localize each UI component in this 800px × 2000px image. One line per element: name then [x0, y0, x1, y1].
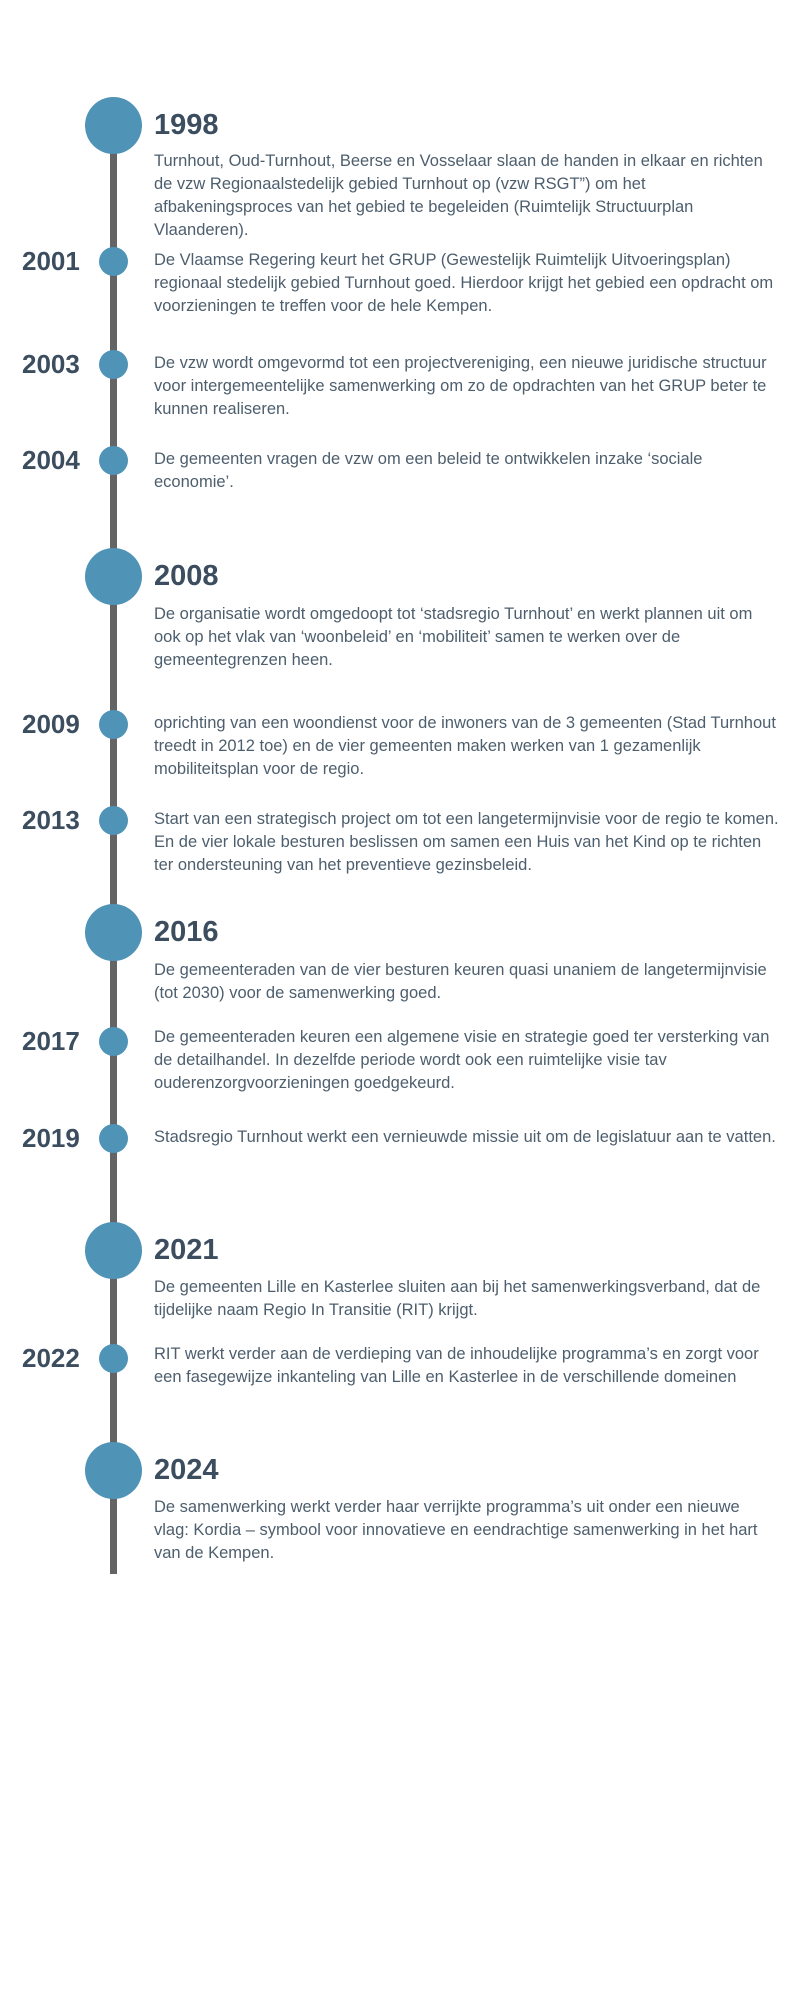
entry-description: Stadsregio Turnhout werkt een vernieuwde missie uit om de legislatuur aan te vatten. [154, 1128, 776, 1146]
entry-description: De gemeenteraden van de vier besturen keuren quasi unaniem de langetermijnvisie (tot 2030) voor de samenwerking goed. [154, 961, 767, 1002]
entry-year: 2003 [22, 349, 80, 379]
timeline-marker [85, 1222, 142, 1279]
timeline-marker [99, 247, 128, 276]
entry-description: De gemeenten vragen de vzw om een beleid te ontwikkelen inzake ‘sociale economie’. [154, 450, 703, 491]
timeline-marker [99, 1027, 128, 1056]
entry-year: 2004 [22, 445, 80, 475]
entry-year: 2021 [154, 1234, 219, 1266]
entry-description: oprichting van een woondienst voor de inwoners van de 3 gemeenten (Stad Turnhout treedt in 2012 toe) en de vier gemeenten maken werken van 1 gezamenlijk mobiliteitsplan voor de regio. [154, 714, 776, 778]
entry-year: 2016 [154, 916, 219, 948]
timeline-marker [85, 904, 142, 961]
timeline-marker [99, 446, 128, 475]
entry-description: De samenwerking werkt verder haar verrijkte programma’s uit onder een nieuwe vlag: Kordia – symbool voor innovatieve en eendrachtige samenwerking in het hart van de Kempen. [154, 1498, 758, 1562]
entry-year: 2008 [154, 560, 219, 592]
entry-description: RIT werkt verder aan de verdieping van de inhoudelijke programma’s en zorgt voor een fasegewijze inkanteling van Lille en Kasterlee in de verschillende domeinen [154, 1345, 759, 1386]
entry-year: 2022 [22, 1343, 80, 1373]
entry-description: De gemeenten Lille en Kasterlee sluiten aan bij het samenwerkingsverband, dat de tijdelijke naam Regio In Transitie (RIT) krijgt. [154, 1278, 761, 1319]
entry-year: 1998 [154, 109, 219, 141]
entry-description: Start van een strategisch project om tot een langetermijnvisie voor de regio te komen. En de vier lokale besturen beslissen om samen een Huis van het Kind op te richten ter ondersteuning van het preventieve gezinsbeleid. [154, 810, 779, 874]
timeline-marker [85, 548, 142, 605]
timeline-marker [99, 350, 128, 379]
entry-year: 2019 [22, 1123, 80, 1153]
timeline-marker [99, 710, 128, 739]
entry-year: 2013 [22, 805, 80, 835]
timeline-marker [85, 97, 142, 154]
entry-year: 2001 [22, 246, 80, 276]
entry-description: De Vlaamse Regering keurt het GRUP (Gewestelijk Ruimtelijk Uitvoeringsplan) regionaal stedelijk gebied Turnhout goed. Hierdoor krijgt het gebied een opdracht om voorzieningen te treffen voor de hele Kempen. [154, 251, 774, 315]
timeline-marker [99, 1124, 128, 1153]
entry-description: Turnhout, Oud-Turnhout, Beerse en Vosselaar slaan de handen in elkaar en richten de vzw Regionaalstedelijk gebied Turnhout op (vzw RSGT”) om het afbakeningsproces van het gebied te begeleiden (Ruimtelijk Structuurplan Vlaanderen). [154, 152, 763, 239]
timeline-marker [99, 1344, 128, 1373]
timeline-marker [99, 806, 128, 835]
entry-description: De gemeenteraden keuren een algemene visie en strategie goed ter versterking van de detailhandel. In dezelfde periode wordt ook een ruimtelijke visie tav ouderenzorgvoorzieningen goedgekeurd. [154, 1028, 770, 1092]
entry-description: De organisatie wordt omgedoopt tot ‘stadsregio Turnhout’ en werkt plannen uit om ook op het vlak van ‘woonbeleid’ en ‘mobiliteit’ samen te werken over de gemeentegrenzen heen. [154, 605, 753, 669]
entry-year: 2009 [22, 709, 80, 739]
entry-year: 2017 [22, 1026, 80, 1056]
timeline-marker [85, 1442, 142, 1499]
entry-description: De vzw wordt omgevormd tot een projectvereniging, een nieuwe juridische structuur voor intergemeentelijke samenwerking om zo de opdrachten van het GRUP beter te kunnen realiseren. [154, 354, 767, 418]
entry-year: 2024 [154, 1454, 219, 1486]
